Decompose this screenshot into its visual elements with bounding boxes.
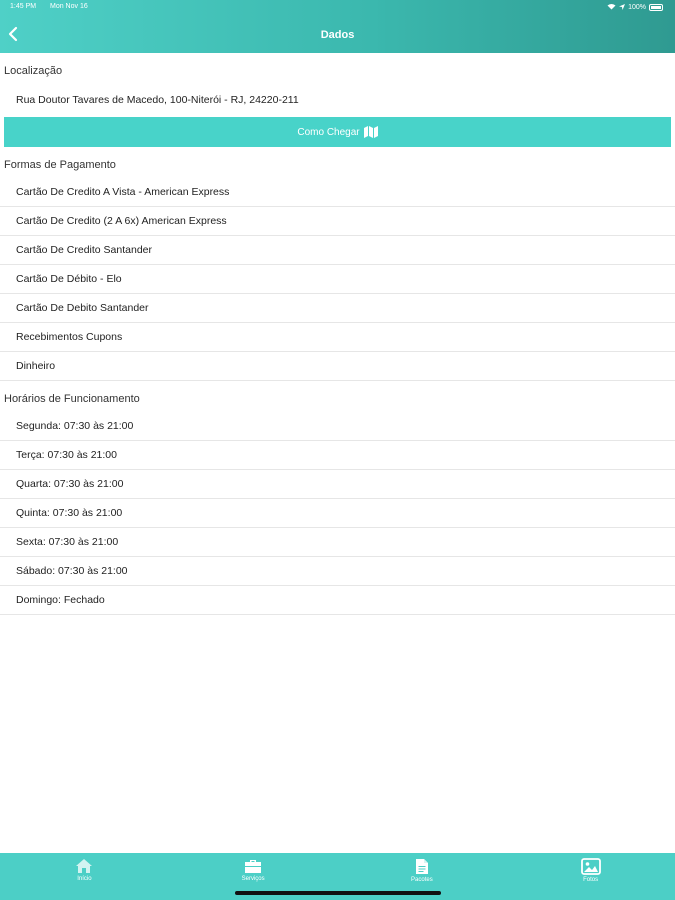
hours-section-title: Horários de Funcionamento [4,393,140,405]
opening-hours-item: Terça: 07:30 às 21:00 [0,441,675,470]
payment-method-item: Cartão De Débito - Elo [0,265,675,294]
opening-hours-item: Quarta: 07:30 às 21:00 [0,470,675,499]
payment-method-item: Dinheiro [0,352,675,381]
details-content [0,53,675,615]
directions-label: Como Chegar [297,126,360,138]
location-icon [619,4,625,12]
tab-label: Início [77,876,92,882]
payment-method-item: Cartão De Debito Santander [0,294,675,323]
home-indicator [235,891,441,895]
briefcase-icon [244,858,262,874]
navigation-header [0,0,675,53]
payment-method-item: Recebimentos Cupons [0,323,675,352]
status-time: 1:45 PM [10,3,37,10]
opening-hours-item: Sexta: 07:30 às 21:00 [0,528,675,557]
opening-hours-item: Segunda: 07:30 às 21:00 [0,412,675,441]
payment-method-item: Cartão De Credito (2 A 6x) American Express [0,207,675,236]
image-icon [581,858,601,875]
tab-fotos[interactable] [506,853,675,900]
directions-button[interactable] [4,117,671,147]
document-icon [414,858,430,875]
opening-hours-list [0,412,675,615]
wifi-icon [607,3,616,12]
home-icon [75,858,93,874]
payment-method-item: Cartão De Credito Santander [0,236,675,265]
tab-label: Pacotes [411,877,433,883]
location-section-title: Localização [4,65,63,77]
opening-hours-item: Sábado: 07:30 às 21:00 [0,557,675,586]
payment-method-item: Cartão De Credito A Vista - American Express [0,178,675,207]
tab-label: Serviços [241,876,265,882]
status-bar [0,3,675,13]
map-icon [364,126,378,138]
tab-inicio[interactable] [0,853,169,900]
payment-methods-list [0,178,675,381]
opening-hours-item: Domingo: Fechado [0,586,675,615]
address-text: Rua Doutor Tavares de Macedo, 100-Niterói - RJ, 24220-211 [16,94,299,106]
opening-hours-item: Quinta: 07:30 às 21:00 [0,499,675,528]
payment-section-title: Formas de Pagamento [4,159,116,171]
status-indicators [607,3,663,12]
page-title: Dados [320,29,355,41]
tab-bar [0,853,675,900]
tab-label: Fotos [583,877,599,883]
battery-icon [649,4,663,11]
battery-percentage: 100% [628,4,646,11]
status-date: Mon Nov 16 [50,3,88,10]
